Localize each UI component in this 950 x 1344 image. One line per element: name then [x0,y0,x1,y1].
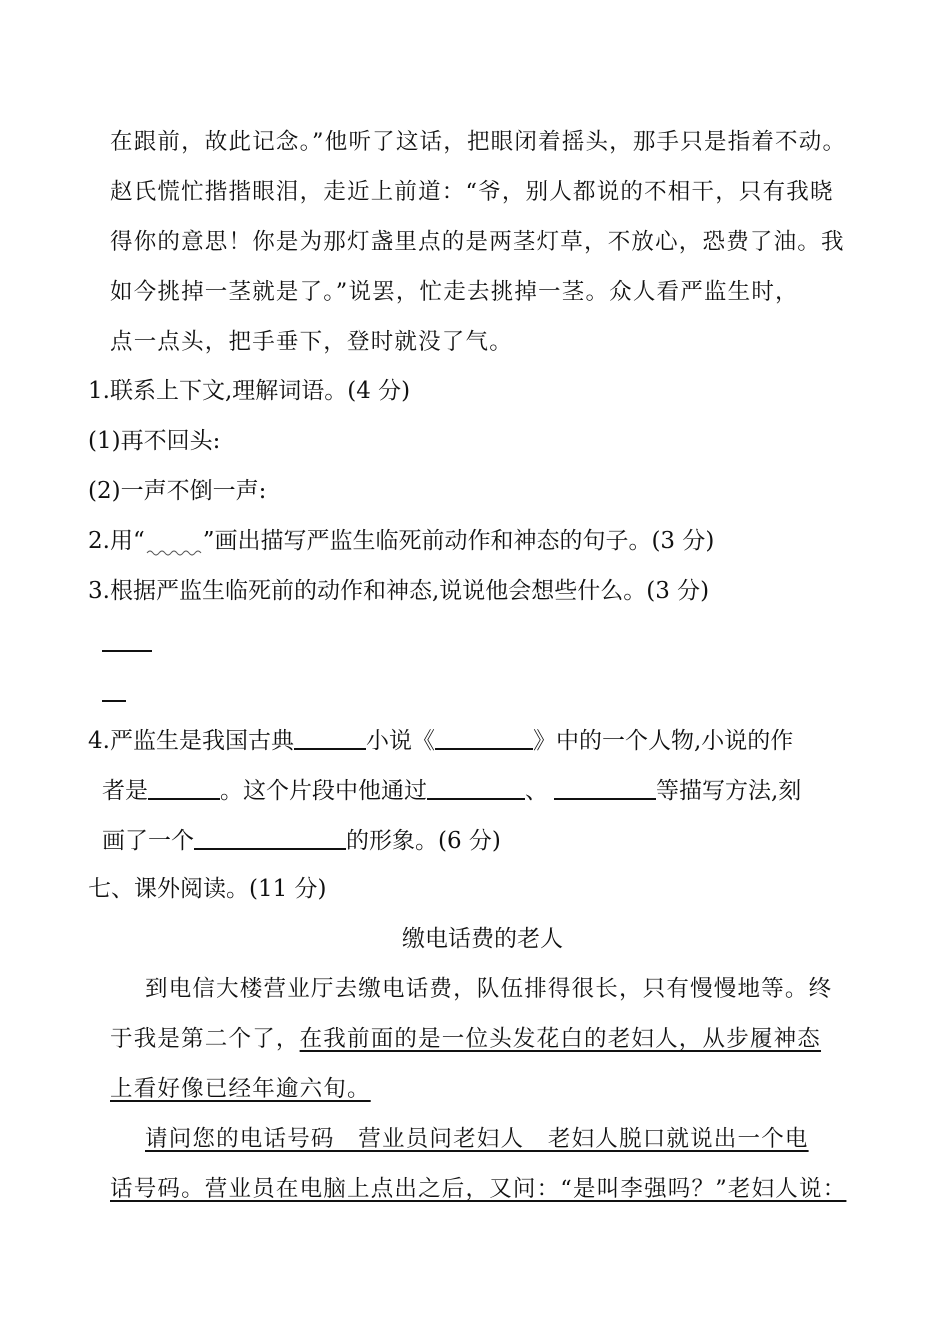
reading-p2-line-2: 话号码。营业员在电脑上点出之后，又问：“是叫李强吗？”老妇人说： [110,1176,847,1202]
question-1-2: (2)一声不倒一声: [88,478,267,504]
reading-p1-line-1: 到电信大楼营业厅去缴电话费，队伍排得很长，只有慢慢地等。终 [145,976,833,1002]
section-7-heading: 七、课外阅读。(11 分) [88,876,327,902]
passage-line-2: 赵氏慌忙揩揩眼泪，走近上前道：“爷，别人都说的不相干，只有我晓 [110,179,834,205]
reading-p1-line-3: 上看好像已经年逾六旬。 [110,1076,371,1102]
question-4-line-1 [88,728,793,753]
question-4-line-3 [102,828,501,853]
blank-method-1[interactable] [427,778,525,800]
reading-p1-line-2-plain: 于我是第二个了， [110,1026,300,1052]
question-4-line-2 [102,778,801,803]
question-2-suffix: ”画出描写严监生临死前动作和神态的句子。(3 分) [202,528,715,554]
passage-line-1: 在跟前，故此记念。”他听了这话，把眼闭着摇头，那手只是指着不动。 [110,129,847,155]
question-4-text-f: 、 [525,778,548,804]
question-4-text-h: 画了一个 [102,828,194,854]
passage-line-3: 得你的意思！你是为那灯盏里点的是两茎灯草，不放心，恐费了油。我 [110,229,845,255]
question-4-text-a: 4.严监生是我国古典 [88,728,294,754]
blank-author[interactable] [148,778,220,800]
answer-line-2[interactable] [102,700,126,702]
question-4-text-i: 的形象。(6 分) [346,828,501,854]
blank-image[interactable] [194,828,346,850]
passage-line-4: 如今挑掉一茎就是了。”说罢，忙走去挑掉一茎。众人看严监生时， [110,279,799,305]
question-3: 3.根据严监生临死前的动作和神态,说说他会想些什么。(3 分) [88,578,710,604]
reading-p1-line-2 [110,1028,821,1051]
question-4-text-e: 。这个片段中他通过 [220,778,427,804]
blank-genre[interactable] [294,728,366,750]
question-4-text-d: 者是 [102,778,148,804]
question-1-1: (1)再不回头: [88,428,221,454]
reading-p2-line-1: 请问您的电话号码 营业员问老妇人 老妇人脱口就说出一个电 [145,1126,809,1152]
question-4-text-b: 小说《 [365,728,435,754]
question-1: 1.联系上下文,理解词语。(4 分) [88,378,411,404]
answer-line-1[interactable] [102,650,152,652]
question-4-text-c: 》中的一个人物,小说的作 [532,728,794,754]
wavy-line-icon [145,548,203,558]
passage-line-5: 点一点头，把手垂下，登时就没了气。 [110,329,513,355]
blank-novel-title[interactable] [435,728,533,750]
question-2 [88,530,714,558]
reading-title: 缴电话费的老人 [402,926,563,952]
reading-p1-line-2-underlined: 在我前面的是一位头发花白的老妇人，从步履神态 [299,1026,822,1052]
blank-method-2[interactable] [554,778,656,800]
question-2-prefix: 2.用“ [88,528,145,554]
question-4-text-g: 等描写方法,刻 [656,778,802,804]
